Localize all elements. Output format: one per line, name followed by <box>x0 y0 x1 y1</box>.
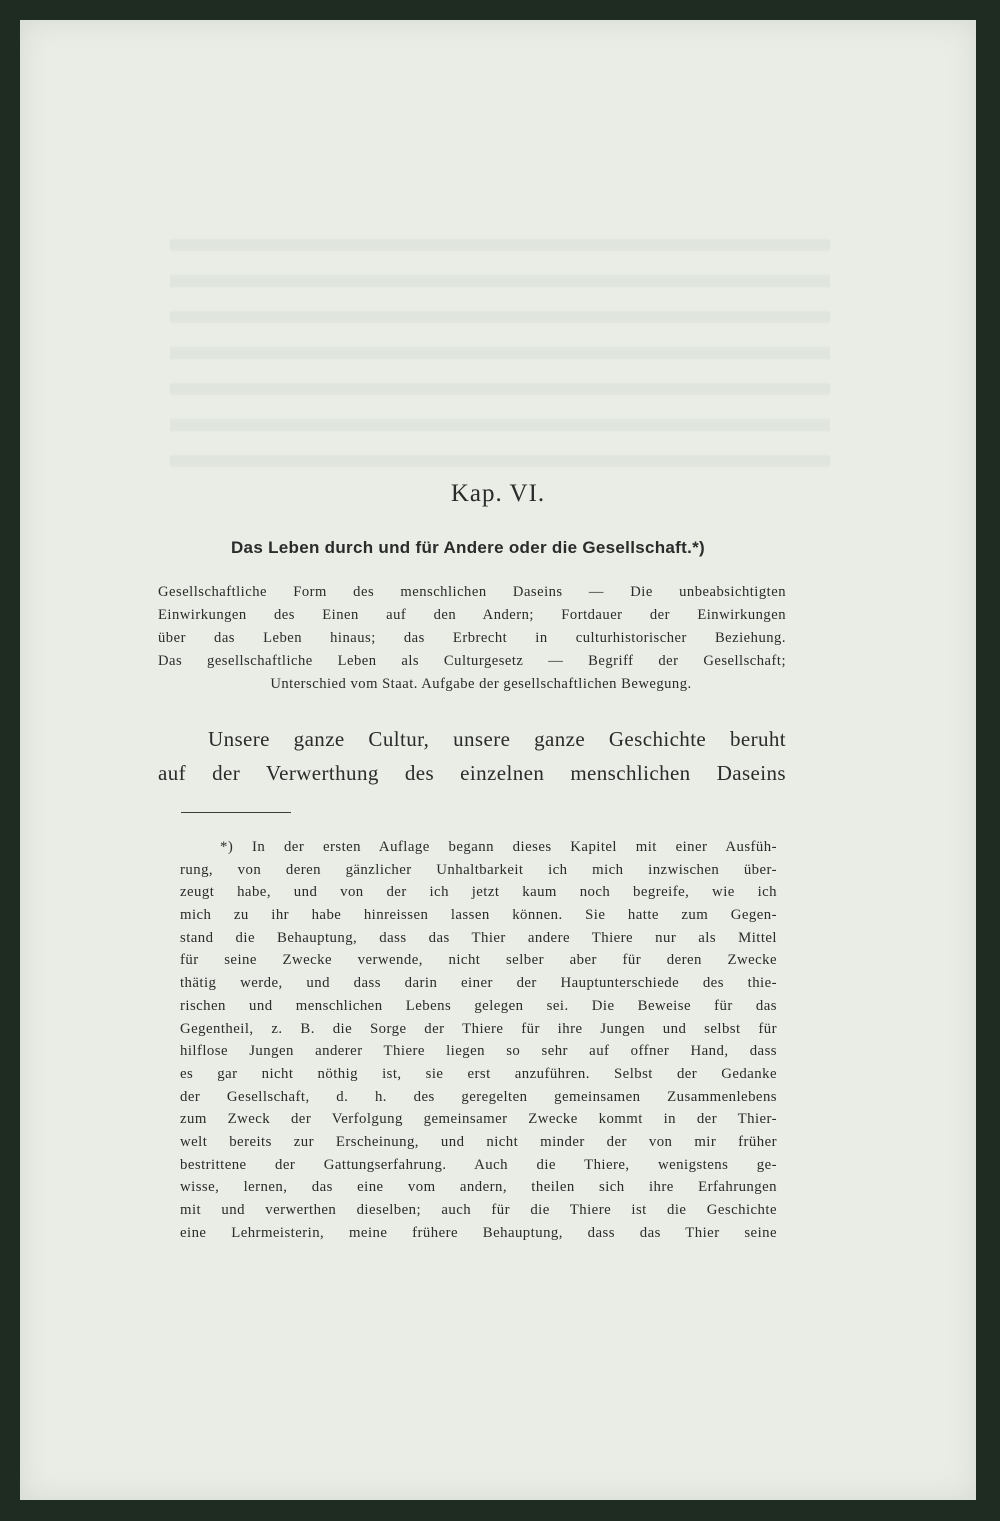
footnote-line: mich zu ihr habe hinreissen lassen können. Sie hatte zum Gegen- <box>180 907 777 924</box>
footnote <box>180 836 777 1244</box>
footnote-line: hilflose Jungen anderer Thiere liegen so sehr auf offner Hand, dass <box>180 1043 777 1060</box>
footnote-line: mit und verwerthen dieselben; auch für die Thiere ist die Geschichte <box>180 1202 777 1218</box>
summary-line: Das gesellschaftliche Leben als Culturgesetz — Begriff der Gesellschaft; <box>158 653 786 669</box>
footnote-line: welt bereits zur Erscheinung, und nicht minder der von mir früher <box>180 1133 777 1150</box>
footnote-line: rung, von deren gänzlicher Unhaltbarkeit ich mich inzwischen über- <box>180 861 777 878</box>
book-page <box>20 20 976 1500</box>
chapter-summary <box>158 581 786 696</box>
footnote-line: es gar nicht nöthig ist, sie erst anzuführen. Selbst der Gedanke <box>180 1065 777 1082</box>
footnote-divider <box>181 812 291 813</box>
footnote-line: zeugt habe, und von der ich jetzt kaum noch begreife, wie ich <box>180 884 777 901</box>
footnote-line: bestrittene der Gattungserfahrung. Auch die Thiere, wenigstens ge- <box>180 1156 777 1173</box>
footnote-line: *) In der ersten Auflage begann dieses Kapitel mit einer Ausfüh- <box>220 839 777 855</box>
footnote-line: stand die Behauptung, dass das Thier andere Thiere nur als Mittel <box>180 929 777 946</box>
summary-line: Einwirkungen des Einen auf den Andern; Fortdauer der Einwirkungen <box>158 607 786 623</box>
bleed-through-texture <box>170 216 830 476</box>
footnote-line: eine Lehrmeisterin, meine frühere Behauptung, dass das Thier seine <box>180 1224 777 1241</box>
chapter-title: Das Leben durch und für Andere oder die Gesellschaft.*) <box>230 538 705 557</box>
summary-line: Gesellschaftliche Form des menschlichen Daseins — Die unbeabsichtigten <box>158 584 786 600</box>
body-line: Unsere ganze Cultur, unsere ganze Geschichte beruht <box>208 727 786 751</box>
footnote-line: thätig werde, und dass darin einer der Hauptunterschiede des thie- <box>180 975 777 992</box>
footnote-line: rischen und menschlichen Lebens gelegen sei. Die Beweise für das <box>180 997 777 1014</box>
footnote-line: wisse, lernen, das eine vom andern, theilen sich ihre Erfahrungen <box>180 1179 777 1196</box>
body-text <box>158 722 786 790</box>
footnote-line: für seine Zwecke verwende, nicht selber aber für deren Zwecke <box>180 952 777 969</box>
footnote-line: Gegentheil, z. B. die Sorge der Thiere für ihre Jungen und selbst für <box>180 1020 777 1037</box>
summary-line: über das Leben hinaus; das Erbrecht in culturhistorischer Beziehung. <box>158 630 786 646</box>
footnote-line: der Gesellschaft, d. h. des geregelten gemeinsamen Zusammenlebens <box>180 1088 777 1105</box>
body-line: auf der Verwerthung des einzelnen menschlichen Daseins <box>158 761 786 785</box>
footnote-line: zum Zweck der Verfolgung gemeinsamer Zwecke kommt in der Thier- <box>180 1111 777 1128</box>
chapter-number: Kap. VI. <box>450 480 546 507</box>
summary-line: Unterschied vom Staat. Aufgabe der gesellschaftlichen Bewegung. <box>270 676 692 692</box>
